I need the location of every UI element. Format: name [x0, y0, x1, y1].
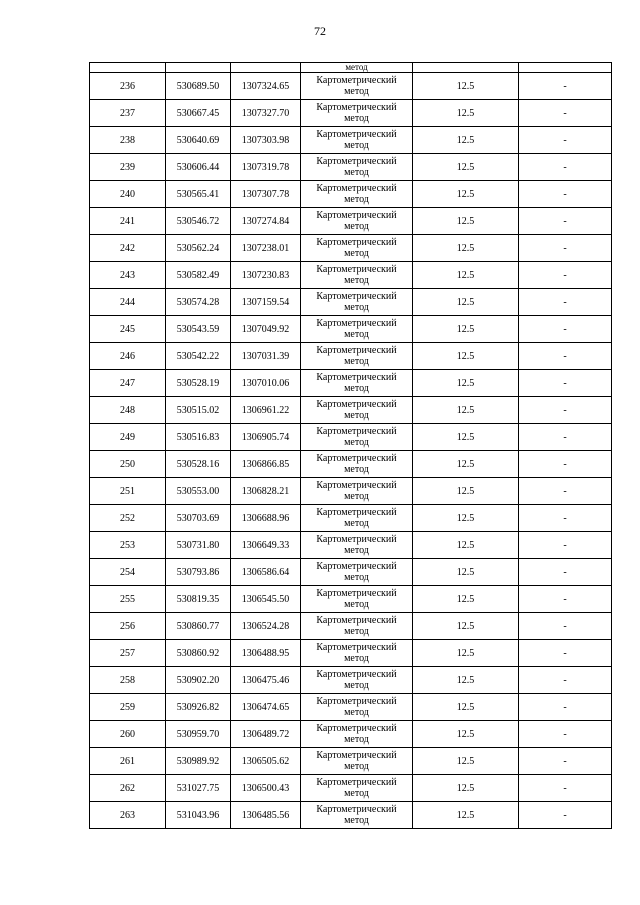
method-line-1: Картометрический [316, 696, 397, 707]
method-line-2: метод [344, 356, 369, 367]
cell-x: 530582.49 [166, 262, 231, 289]
table-row [90, 289, 612, 316]
method-line-1: Картометрический [316, 723, 397, 734]
cell-method [301, 316, 413, 343]
cell-y: 1306524.28 [231, 613, 301, 640]
cell-accuracy: 12.5 [413, 802, 519, 829]
cell-description: - [519, 667, 612, 694]
cell-y: 1307049.92 [231, 316, 301, 343]
cell-accuracy: 12.5 [413, 505, 519, 532]
cell-x: 530926.82 [166, 694, 231, 721]
cell-method [301, 343, 413, 370]
cell-y: 1306866.85 [231, 451, 301, 478]
table-row [90, 370, 612, 397]
method-line-2: метод [344, 437, 369, 448]
cell-x: 530860.77 [166, 613, 231, 640]
cell-x: 530528.19 [166, 370, 231, 397]
cell-accuracy: 12.5 [413, 721, 519, 748]
cell-accuracy: 12.5 [413, 667, 519, 694]
cell-method [301, 208, 413, 235]
cell-num: 253 [90, 532, 166, 559]
method-line-1: Картометрический [316, 75, 397, 86]
cell-accuracy: 12.5 [413, 424, 519, 451]
cell-y: 1306905.74 [231, 424, 301, 451]
method-line-1: Картометрический [316, 102, 397, 113]
table-row [90, 748, 612, 775]
cell-method [301, 73, 413, 100]
cell-description: - [519, 586, 612, 613]
cell-num: 241 [90, 208, 166, 235]
cell-y: 1306688.96 [231, 505, 301, 532]
table-row [90, 424, 612, 451]
method-line-1: Картометрический [316, 588, 397, 599]
cell-method: метод [301, 63, 413, 73]
cell-y: 1307324.65 [231, 73, 301, 100]
cell-description: - [519, 316, 612, 343]
cell-y: 1307303.98 [231, 127, 301, 154]
cell-accuracy: 12.5 [413, 235, 519, 262]
cell-method [301, 694, 413, 721]
cell-method [301, 505, 413, 532]
method-line-2: метод [344, 194, 369, 205]
method-line-1: Картометрический [316, 372, 397, 383]
cell-y: 1306828.21 [231, 478, 301, 505]
cell-method [301, 127, 413, 154]
method-line-2: метод [344, 761, 369, 772]
table-row [90, 73, 612, 100]
method-line-2: метод [344, 788, 369, 799]
method-line-2: метод [344, 221, 369, 232]
cell-num: 237 [90, 100, 166, 127]
table-row [90, 640, 612, 667]
cell-method [301, 478, 413, 505]
cell-x: 530793.86 [166, 559, 231, 586]
cell-num: 247 [90, 370, 166, 397]
method-line-1: Картометрический [316, 345, 397, 356]
cell-description: - [519, 802, 612, 829]
cell-method [301, 532, 413, 559]
table-row [90, 262, 612, 289]
method-line-2: метод [344, 86, 369, 97]
table-row [90, 667, 612, 694]
method-line-2: метод [344, 734, 369, 745]
cell-description: - [519, 559, 612, 586]
table-row [90, 505, 612, 532]
cell-num: 255 [90, 586, 166, 613]
table-row [90, 235, 612, 262]
cell-accuracy: 12.5 [413, 397, 519, 424]
cell-accuracy: 12.5 [413, 316, 519, 343]
cell-num: 238 [90, 127, 166, 154]
cell-x: 530606.44 [166, 154, 231, 181]
cell-x: 530689.50 [166, 73, 231, 100]
table-row [90, 694, 612, 721]
cell-num: 252 [90, 505, 166, 532]
table-row [90, 775, 612, 802]
cell-num: 248 [90, 397, 166, 424]
method-line-2: метод [344, 545, 369, 556]
cell-num: 244 [90, 289, 166, 316]
cell-y: 1306586.64 [231, 559, 301, 586]
cell-method [301, 235, 413, 262]
method-line-1: Картометрический [316, 291, 397, 302]
cell-y: 1306475.46 [231, 667, 301, 694]
table-row [90, 316, 612, 343]
method-line-2: метод [344, 572, 369, 583]
cell-x: 530731.80 [166, 532, 231, 559]
method-line-1: Картометрический [316, 669, 397, 680]
cell-method [301, 370, 413, 397]
cell-x: 530515.02 [166, 397, 231, 424]
cell-y: 1307031.39 [231, 343, 301, 370]
method-line-2: метод [344, 329, 369, 340]
cell-description: - [519, 235, 612, 262]
cell-y: 1307274.84 [231, 208, 301, 235]
method-line-2: метод [344, 464, 369, 475]
cell-num: 263 [90, 802, 166, 829]
method-line-1: Картометрический [316, 750, 397, 761]
cell-x: 530574.28 [166, 289, 231, 316]
cell-x: 530989.92 [166, 748, 231, 775]
method-line-2: метод [344, 113, 369, 124]
method-line-2: метод [344, 302, 369, 313]
cell-method [301, 802, 413, 829]
table-row [90, 154, 612, 181]
method-line-1: Картометрический [316, 237, 397, 248]
cell-accuracy: 12.5 [413, 343, 519, 370]
cell-description: - [519, 532, 612, 559]
cell-description: - [519, 694, 612, 721]
cell-x: 530667.45 [166, 100, 231, 127]
cell-num: 258 [90, 667, 166, 694]
cell-accuracy: 12.5 [413, 694, 519, 721]
cell-description: - [519, 478, 612, 505]
cell-description: - [519, 505, 612, 532]
page-number: 72 [314, 24, 326, 38]
method-line-1: Картометрический [316, 318, 397, 329]
method-line-2: метод [344, 626, 369, 637]
cell-num: 239 [90, 154, 166, 181]
cell-description: - [519, 343, 612, 370]
cell-x: 530959.70 [166, 721, 231, 748]
cell-y: 1306649.33 [231, 532, 301, 559]
table-row [90, 532, 612, 559]
cell-x: 530543.59 [166, 316, 231, 343]
cell-x: 530819.35 [166, 586, 231, 613]
method-line-2: метод [344, 680, 369, 691]
table-row [90, 343, 612, 370]
cell-description: - [519, 397, 612, 424]
cell-accuracy: 12.5 [413, 100, 519, 127]
cell-description: - [519, 748, 612, 775]
cell-num: 259 [90, 694, 166, 721]
method-line-1: Картометрический [316, 777, 397, 788]
table-row [90, 451, 612, 478]
cell-description: - [519, 451, 612, 478]
cell-num: 257 [90, 640, 166, 667]
cell-description: - [519, 640, 612, 667]
table-row [90, 478, 612, 505]
cell-method [301, 262, 413, 289]
cell-method [301, 613, 413, 640]
cell-y: 1307307.78 [231, 181, 301, 208]
method-line-1: Картометрический [316, 264, 397, 275]
cell-x: 530528.16 [166, 451, 231, 478]
table-row [90, 802, 612, 829]
cell-accuracy: 12.5 [413, 532, 519, 559]
method-line-2: метод [344, 491, 369, 502]
cell-accuracy: 12.5 [413, 370, 519, 397]
method-line-2: метод [344, 653, 369, 664]
cell-num: 242 [90, 235, 166, 262]
cell-accuracy: 12.5 [413, 262, 519, 289]
cell-accuracy: 12.5 [413, 127, 519, 154]
method-line-1: Картометрический [316, 534, 397, 545]
cell-num [90, 63, 166, 73]
method-line-2: метод [344, 707, 369, 718]
method-line-1: Картометрический [316, 480, 397, 491]
method-line-1: Картометрический [316, 507, 397, 518]
cell-x: 531043.96 [166, 802, 231, 829]
cell-description: - [519, 370, 612, 397]
table-row [90, 721, 612, 748]
cell-x: 531027.75 [166, 775, 231, 802]
cell-num: 246 [90, 343, 166, 370]
method-line-2: метод [344, 167, 369, 178]
method-line-2: метод [344, 248, 369, 259]
table-row [90, 397, 612, 424]
cell-num: 256 [90, 613, 166, 640]
method-line-1: Картометрический [316, 426, 397, 437]
cell-x: 530902.20 [166, 667, 231, 694]
cell-accuracy: 12.5 [413, 154, 519, 181]
cell-accuracy: 12.5 [413, 208, 519, 235]
cell-num: 249 [90, 424, 166, 451]
method-line-1: Картометрический [316, 183, 397, 194]
cell-method [301, 100, 413, 127]
cell-num: 254 [90, 559, 166, 586]
method-line-2: метод [344, 815, 369, 826]
method-line-1: Картометрический [316, 156, 397, 167]
cell-x: 530546.72 [166, 208, 231, 235]
method-line-2: метод [344, 275, 369, 286]
cell-x: 530703.69 [166, 505, 231, 532]
method-line-1: Картометрический [316, 399, 397, 410]
table-row [90, 208, 612, 235]
cell-num: 236 [90, 73, 166, 100]
cell-y: 1307238.01 [231, 235, 301, 262]
cell-method [301, 289, 413, 316]
cell-x: 530553.00 [166, 478, 231, 505]
cell-method [301, 721, 413, 748]
cell-y: 1306500.43 [231, 775, 301, 802]
cell-description: - [519, 100, 612, 127]
method-line-1: Картометрический [316, 129, 397, 140]
cell-x: 530562.24 [166, 235, 231, 262]
cell-x: 530565.41 [166, 181, 231, 208]
cell-method [301, 775, 413, 802]
method-line-2: метод [344, 518, 369, 529]
cell-accuracy: 12.5 [413, 289, 519, 316]
cell-description: - [519, 154, 612, 181]
cell-y: 1306485.56 [231, 802, 301, 829]
method-line-2: метод [344, 410, 369, 421]
cell-method [301, 451, 413, 478]
cell-y: 1306488.95 [231, 640, 301, 667]
cell-description: - [519, 73, 612, 100]
cell-description: - [519, 775, 612, 802]
cell-description: - [519, 613, 612, 640]
cell-num: 243 [90, 262, 166, 289]
cell-method [301, 154, 413, 181]
cell-description: - [519, 208, 612, 235]
cell-accuracy: 12.5 [413, 640, 519, 667]
cell-description: - [519, 181, 612, 208]
cell-y: 1306505.62 [231, 748, 301, 775]
method-line-2: метод [344, 599, 369, 610]
method-line-1: Картометрический [316, 642, 397, 653]
cell-y: 1306961.22 [231, 397, 301, 424]
table-row [90, 100, 612, 127]
cell-description: - [519, 289, 612, 316]
cell-x: 530860.92 [166, 640, 231, 667]
cell-num: 250 [90, 451, 166, 478]
method-line-2: метод [344, 383, 369, 394]
cell-accuracy: 12.5 [413, 478, 519, 505]
cell-accuracy: 12.5 [413, 451, 519, 478]
cell-method [301, 181, 413, 208]
cell-accuracy: 12.5 [413, 181, 519, 208]
cell-num: 262 [90, 775, 166, 802]
cell-num: 260 [90, 721, 166, 748]
continuation-row [90, 63, 612, 73]
table-row [90, 559, 612, 586]
cell-method [301, 559, 413, 586]
cell-y: 1306474.65 [231, 694, 301, 721]
cell-description: - [519, 721, 612, 748]
cell-x: 530516.83 [166, 424, 231, 451]
cell-y: 1306489.72 [231, 721, 301, 748]
cell-x: 530640.69 [166, 127, 231, 154]
cell-method [301, 640, 413, 667]
cell-method [301, 397, 413, 424]
table-row [90, 181, 612, 208]
table-row [90, 127, 612, 154]
method-line-2: метод [344, 140, 369, 151]
cell-y: 1307319.78 [231, 154, 301, 181]
cell-description: - [519, 424, 612, 451]
table-body [90, 63, 612, 829]
cell-description [519, 63, 612, 73]
cell-num: 251 [90, 478, 166, 505]
cell-x [166, 63, 231, 73]
cell-y: 1306545.50 [231, 586, 301, 613]
method-line-1: Картометрический [316, 453, 397, 464]
method-line-1: Картометрический [316, 615, 397, 626]
cell-accuracy: 12.5 [413, 559, 519, 586]
cell-description: - [519, 262, 612, 289]
cell-y [231, 63, 301, 73]
cell-method [301, 667, 413, 694]
cell-accuracy: 12.5 [413, 613, 519, 640]
cell-description: - [519, 127, 612, 154]
coordinates-table [89, 62, 612, 829]
cell-num: 245 [90, 316, 166, 343]
cell-accuracy: 12.5 [413, 586, 519, 613]
method-line-1: Картометрический [316, 804, 397, 815]
cell-y: 1307010.06 [231, 370, 301, 397]
method-line-1: Картометрический [316, 210, 397, 221]
cell-method [301, 424, 413, 451]
cell-method [301, 748, 413, 775]
table-row [90, 613, 612, 640]
cell-x: 530542.22 [166, 343, 231, 370]
cell-accuracy: 12.5 [413, 775, 519, 802]
cell-y: 1307230.83 [231, 262, 301, 289]
cell-accuracy [413, 63, 519, 73]
table-row [90, 586, 612, 613]
cell-y: 1307327.70 [231, 100, 301, 127]
method-line-1: Картометрический [316, 561, 397, 572]
cell-method [301, 586, 413, 613]
cell-accuracy: 12.5 [413, 748, 519, 775]
cell-num: 240 [90, 181, 166, 208]
cell-y: 1307159.54 [231, 289, 301, 316]
cell-accuracy: 12.5 [413, 73, 519, 100]
cell-num: 261 [90, 748, 166, 775]
